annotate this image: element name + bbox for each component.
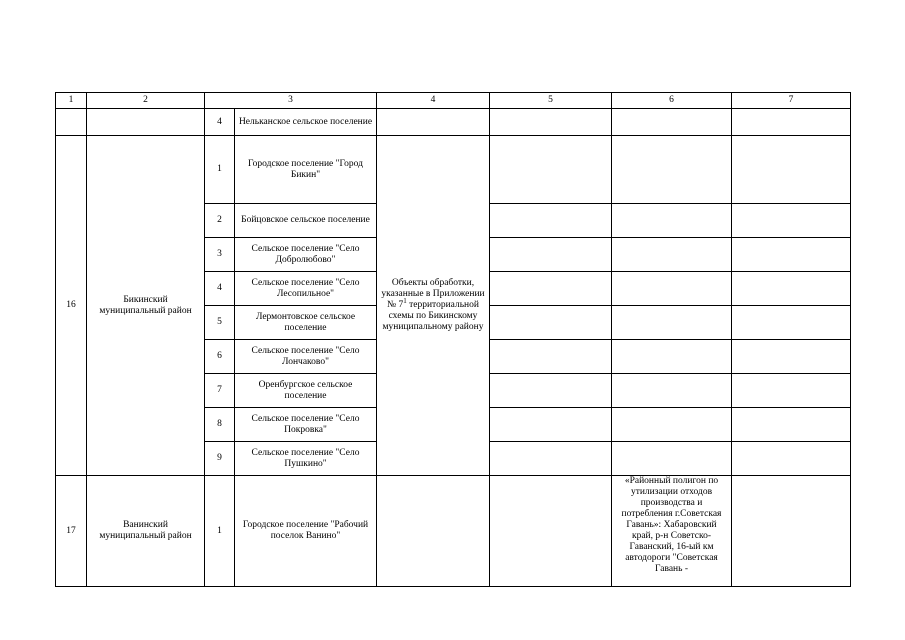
settlement-name: Оренбургское сельское поселение: [235, 374, 377, 408]
district-id: 17: [56, 476, 87, 587]
settlement-number: 4: [205, 272, 235, 306]
header-cell-7: 7: [732, 93, 851, 109]
settlement-name: Лермонтовское сельское поселение: [235, 306, 377, 340]
header-cell-6: 6: [612, 93, 732, 109]
settlement-number: 9: [205, 442, 235, 476]
empty-cell: [490, 204, 612, 238]
district-name: Ванинский муниципальный район: [87, 476, 205, 587]
empty-cell: [732, 442, 851, 476]
empty-cell: [612, 109, 732, 136]
empty-cell: [490, 109, 612, 136]
empty-cell: [732, 306, 851, 340]
empty-cell: [612, 408, 732, 442]
empty-cell: [377, 109, 490, 136]
empty-cell: [732, 238, 851, 272]
empty-cell: [732, 136, 851, 204]
empty-cell: [490, 136, 612, 204]
district-name: Бикинский муниципальный район: [87, 136, 205, 476]
table-row: [56, 136, 851, 204]
settlement-name: Сельское поселение "Село Добролюбово": [235, 238, 377, 272]
empty-cell: [732, 340, 851, 374]
empty-cell: [377, 476, 490, 587]
empty-cell: [490, 476, 612, 587]
settlement-name: Бойцовское сельское поселение: [235, 204, 377, 238]
table-row: [56, 109, 851, 136]
empty-cell: [490, 272, 612, 306]
settlement-number: 4: [205, 109, 235, 136]
settlement-name: Нельканское сельское поселение: [235, 109, 377, 136]
empty-cell: [732, 109, 851, 136]
empty-cell: [732, 408, 851, 442]
settlement-number: 6: [205, 340, 235, 374]
empty-cell: [612, 374, 732, 408]
empty-cell: [56, 109, 87, 136]
empty-cell: [732, 272, 851, 306]
header-cell-2: 2: [87, 93, 205, 109]
settlement-name: Сельское поселение "Село Лончаково": [235, 340, 377, 374]
empty-cell: [490, 408, 612, 442]
district-id: 16: [56, 136, 87, 476]
empty-cell: [612, 272, 732, 306]
empty-cell: [490, 238, 612, 272]
table-row: [56, 476, 851, 587]
settlement-number: 8: [205, 408, 235, 442]
settlement-number: 1: [205, 476, 235, 587]
empty-cell: [490, 306, 612, 340]
processing-objects-text: Объекты обработки, указанные в Приложении № 7: [381, 278, 485, 310]
settlement-number: 3: [205, 238, 235, 272]
empty-cell: [612, 238, 732, 272]
empty-cell: [612, 340, 732, 374]
header-cell-3: 3: [205, 93, 377, 109]
processing-objects-superscript: 1: [403, 296, 407, 305]
empty-cell: [612, 204, 732, 238]
empty-cell: [612, 306, 732, 340]
empty-cell: [612, 136, 732, 204]
empty-cell: [490, 374, 612, 408]
settlement-name: Городское поселение "Город Бикин": [235, 136, 377, 204]
header-row: [56, 93, 851, 109]
empty-cell: [490, 340, 612, 374]
empty-cell: [732, 374, 851, 408]
territorial-scheme-table: [55, 92, 851, 587]
empty-cell: [87, 109, 205, 136]
empty-cell: [732, 476, 851, 587]
empty-cell: [732, 204, 851, 238]
processing-objects-cell: [377, 136, 490, 476]
settlement-number: 5: [205, 306, 235, 340]
processing-objects-tail: территориальной схемы по Бикинскому муниципальному району: [382, 300, 484, 332]
settlement-number: 7: [205, 374, 235, 408]
header-cell-4: 4: [377, 93, 490, 109]
settlement-number: 1: [205, 136, 235, 204]
header-cell-5: 5: [490, 93, 612, 109]
landfill-description: «Районный полигон по утилизации отходов производства и потребления г.Советская Гавань»: Хабаровский край, р-н Советско-Гаванский, 16-ый км автодороги "Советская Гавань -: [612, 476, 732, 587]
settlement-number: 2: [205, 204, 235, 238]
settlement-name: Городское поселение "Рабочий поселок Ванино": [235, 476, 377, 587]
settlement-name: Сельское поселение "Село Лесопильное": [235, 272, 377, 306]
settlement-name: Сельское поселение "Село Пушкино": [235, 442, 377, 476]
empty-cell: [490, 442, 612, 476]
empty-cell: [612, 442, 732, 476]
settlement-name: Сельское поселение "Село Покровка": [235, 408, 377, 442]
header-cell-1: 1: [56, 93, 87, 109]
